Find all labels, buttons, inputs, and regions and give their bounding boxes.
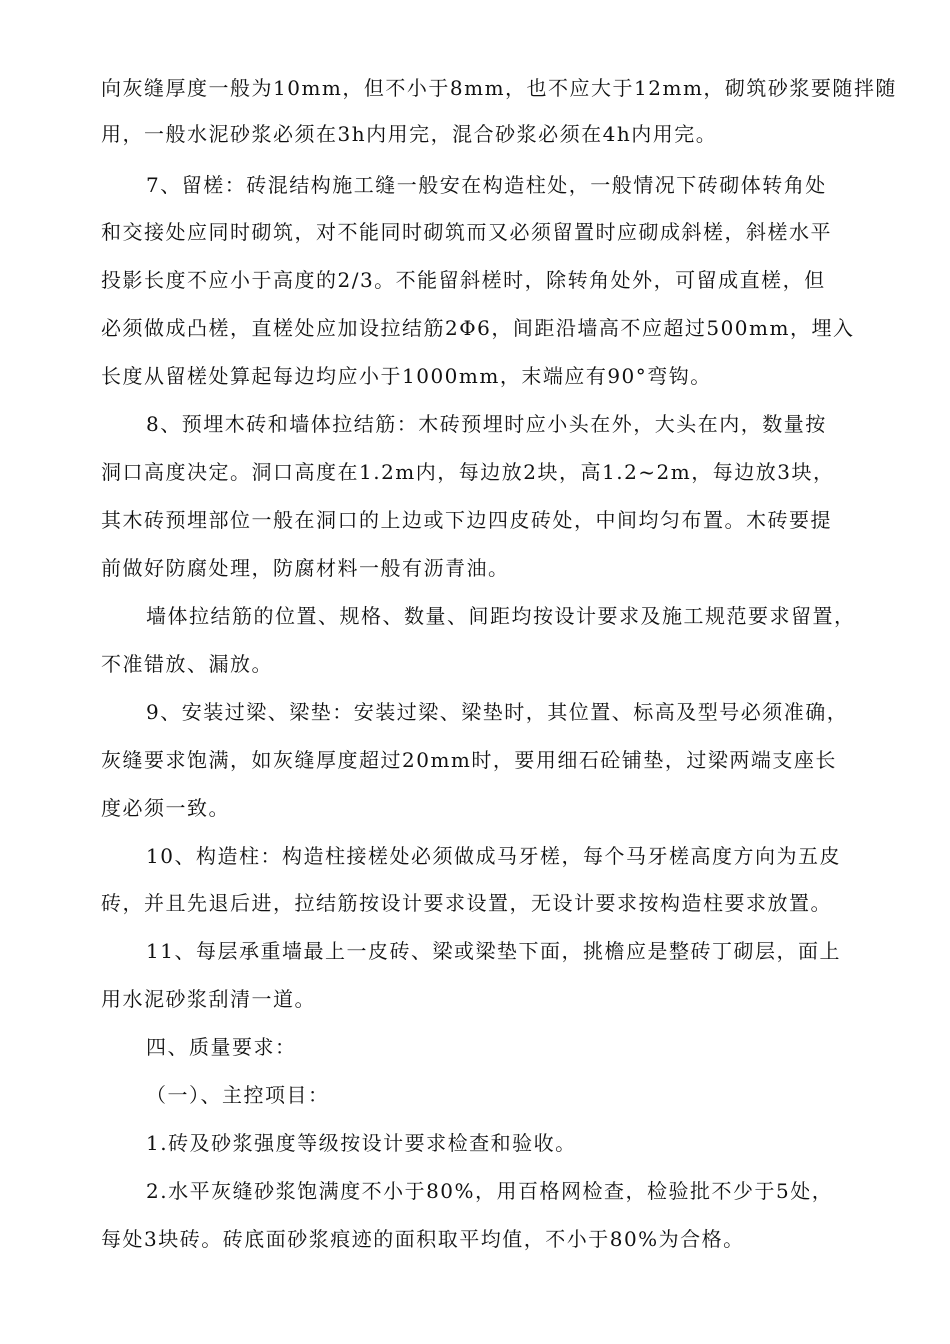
text-line: 每处3块砖。砖底面砂浆痕迹的面积取平均值，不小于80%为合格。: [101, 1227, 745, 1251]
text-line: 用，一般水泥砂浆必须在3h内用完，混合砂浆必须在4h内用完。: [101, 122, 718, 146]
text-line: 向灰缝厚度一般为10mm，但不小于8mm，也不应大于12mm，砌筑砂浆要随拌随: [101, 76, 897, 100]
text-line: 7、留槎：砖混结构施工缝一般安在构造柱处，一般情况下砖砌体转角处: [146, 173, 827, 197]
text-line: 8、预埋木砖和墙体拉结筋：木砖预埋时应小头在外，大头在内，数量按: [146, 412, 827, 436]
text-line: 用水泥砂浆刮清一道。: [101, 987, 316, 1011]
text-line: 前做好防腐处理，防腐材料一般有沥青油。: [101, 556, 510, 580]
text-line: 洞口高度决定。洞口高度在1.2m内，每边放2块，高1.2~2m，每边放3块，: [101, 460, 835, 484]
text-line: 2.水平灰缝砂浆饱满度不小于80%，用百格网检查，检验批不少于5处，: [146, 1179, 834, 1203]
text-line: 度必须一致。: [101, 796, 230, 820]
text-line: 长度从留槎处算起每边均应小于1000mm，末端应有90°弯钩。: [101, 364, 712, 388]
text-line: 其木砖预埋部位一般在洞口的上边或下边四皮砖处，中间均匀布置。木砖要提: [101, 508, 832, 532]
text-line: 11、每层承重墙最上一皮砖、梁或梁垫下面，挑檐应是整砖丁砌层，面上: [146, 939, 841, 963]
section-heading: 四、质量要求：: [146, 1035, 297, 1059]
text-line: 和交接处应同时砌筑，对不能同时砌筑而又必须留置时应砌成斜槎，斜槎水平: [101, 220, 832, 244]
text-line: 不准错放、漏放。: [101, 652, 273, 676]
text-line: 墙体拉结筋的位置、规格、数量、间距均按设计要求及施工规范要求留置，: [146, 604, 856, 628]
text-line: 1.砖及砂浆强度等级按设计要求检查和验收。: [146, 1131, 577, 1155]
text-line: 灰缝要求饱满，如灰缝厚度超过20mm时，要用细石砼铺垫，过梁两端支座长: [101, 748, 837, 772]
text-line: 必须做成凸槎，直槎处应加设拉结筋2Φ6，间距沿墙高不应超过500mm，埋入: [101, 316, 855, 340]
subsection-heading: （一）、主控项目：: [146, 1083, 330, 1107]
text-line: 10、构造柱：构造柱接槎处必须做成马牙槎，每个马牙槎高度方向为五皮: [146, 844, 841, 868]
text-line: 砖，并且先退后进，拉结筋按设计要求设置，无设计要求按构造柱要求放置。: [101, 891, 832, 915]
text-line: 投影长度不应小于高度的2/3。不能留斜槎时，除转角处外，可留成直槎，但: [101, 268, 826, 292]
text-line: 9、安装过梁、梁垫：安装过梁、梁垫时，其位置、标高及型号必须准确，: [146, 700, 849, 724]
